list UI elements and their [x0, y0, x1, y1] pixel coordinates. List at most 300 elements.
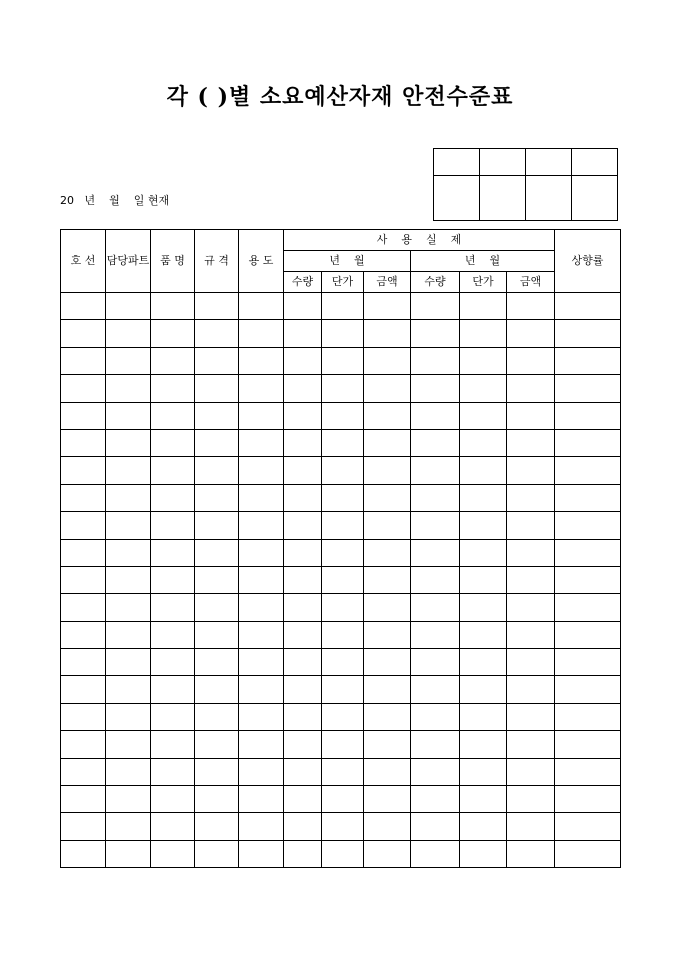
- table-cell[interactable]: [151, 347, 195, 374]
- table-cell[interactable]: [61, 347, 106, 374]
- table-cell[interactable]: [151, 484, 195, 511]
- table-cell[interactable]: [106, 375, 151, 402]
- table-cell[interactable]: [106, 703, 151, 730]
- table-cell[interactable]: [322, 457, 364, 484]
- table-cell[interactable]: [322, 649, 364, 676]
- table-cell[interactable]: [195, 347, 239, 374]
- table-cell[interactable]: [507, 375, 555, 402]
- table-cell[interactable]: [411, 621, 460, 648]
- table-cell[interactable]: [106, 402, 151, 429]
- table-cell[interactable]: [61, 731, 106, 758]
- table-cell[interactable]: [61, 786, 106, 813]
- header-amount: 금액: [364, 272, 411, 293]
- table-cell[interactable]: [61, 703, 106, 730]
- table-cell[interactable]: [322, 676, 364, 703]
- table-cell[interactable]: [460, 429, 507, 456]
- table-row: [61, 429, 621, 456]
- table-cell[interactable]: [284, 703, 322, 730]
- table-row: [61, 621, 621, 648]
- table-cell[interactable]: [507, 676, 555, 703]
- table-cell[interactable]: [507, 293, 555, 320]
- table-cell[interactable]: [411, 676, 460, 703]
- table-cell[interactable]: [364, 649, 411, 676]
- header-unit-price: 단가: [322, 272, 364, 293]
- table-cell[interactable]: [61, 457, 106, 484]
- table-cell[interactable]: [106, 320, 151, 347]
- table-cell[interactable]: [460, 293, 507, 320]
- table-cell[interactable]: [507, 484, 555, 511]
- table-cell[interactable]: [460, 840, 507, 867]
- table-row: [61, 539, 621, 566]
- table-cell[interactable]: [411, 731, 460, 758]
- table-cell[interactable]: [61, 320, 106, 347]
- table-cell[interactable]: [61, 621, 106, 648]
- table-cell[interactable]: [555, 347, 621, 374]
- table-cell[interactable]: [151, 594, 195, 621]
- table-cell[interactable]: [61, 566, 106, 593]
- table-cell[interactable]: [460, 703, 507, 730]
- header-period-2: 년 월: [411, 251, 555, 272]
- table-cell[interactable]: [61, 758, 106, 785]
- table-cell[interactable]: [411, 347, 460, 374]
- table-cell[interactable]: [460, 758, 507, 785]
- table-cell[interactable]: [460, 786, 507, 813]
- table-cell[interactable]: [61, 649, 106, 676]
- table-row: [61, 813, 621, 840]
- table-cell[interactable]: [284, 320, 322, 347]
- table-row: [61, 594, 621, 621]
- table-cell[interactable]: [507, 758, 555, 785]
- table-cell[interactable]: [364, 347, 411, 374]
- table-cell[interactable]: [322, 375, 364, 402]
- table-cell[interactable]: [411, 649, 460, 676]
- table-cell[interactable]: [507, 594, 555, 621]
- table-cell[interactable]: [195, 649, 239, 676]
- table-cell[interactable]: [61, 594, 106, 621]
- table-cell[interactable]: [364, 676, 411, 703]
- table-cell[interactable]: [239, 649, 284, 676]
- table-cell[interactable]: [555, 293, 621, 320]
- table-cell[interactable]: [151, 786, 195, 813]
- approval-cell[interactable]: [480, 149, 526, 176]
- table-cell[interactable]: [364, 457, 411, 484]
- table-cell[interactable]: [61, 293, 106, 320]
- table-row: [61, 676, 621, 703]
- table-cell[interactable]: [507, 429, 555, 456]
- table-cell[interactable]: [322, 758, 364, 785]
- table-row: [61, 566, 621, 593]
- header-usage: 용 도: [239, 230, 284, 293]
- table-cell[interactable]: [195, 375, 239, 402]
- table-cell[interactable]: [106, 649, 151, 676]
- table-cell[interactable]: [555, 840, 621, 867]
- document-title: 각 ( )별 소요예산자재 안전수준표: [166, 84, 514, 110]
- table-cell[interactable]: [364, 703, 411, 730]
- table-cell[interactable]: [239, 320, 284, 347]
- table-cell[interactable]: [507, 539, 555, 566]
- table-cell[interactable]: [151, 621, 195, 648]
- table-cell[interactable]: [106, 484, 151, 511]
- table-cell[interactable]: [555, 320, 621, 347]
- table-cell[interactable]: [106, 594, 151, 621]
- table-cell[interactable]: [411, 320, 460, 347]
- table-cell[interactable]: [151, 758, 195, 785]
- table-cell[interactable]: [555, 649, 621, 676]
- table-cell[interactable]: [106, 813, 151, 840]
- table-cell[interactable]: [151, 539, 195, 566]
- table-row: [61, 649, 621, 676]
- table-cell[interactable]: [322, 402, 364, 429]
- table-cell[interactable]: [284, 293, 322, 320]
- table-cell[interactable]: [322, 429, 364, 456]
- table-cell[interactable]: [106, 512, 151, 539]
- table-row: [61, 347, 621, 374]
- table-cell[interactable]: [507, 402, 555, 429]
- table-cell[interactable]: [61, 484, 106, 511]
- table-cell[interactable]: [322, 484, 364, 511]
- table-cell[interactable]: [555, 731, 621, 758]
- table-cell[interactable]: [195, 813, 239, 840]
- table-cell[interactable]: [106, 539, 151, 566]
- table-cell[interactable]: [364, 731, 411, 758]
- table-row: [61, 293, 621, 320]
- table-cell[interactable]: [106, 621, 151, 648]
- table-cell[interactable]: [364, 621, 411, 648]
- table-cell[interactable]: [284, 429, 322, 456]
- table-cell[interactable]: [322, 731, 364, 758]
- table-cell[interactable]: [195, 786, 239, 813]
- header-quantity: 수량: [411, 272, 460, 293]
- table-cell[interactable]: [460, 484, 507, 511]
- table-cell[interactable]: [507, 786, 555, 813]
- table-cell[interactable]: [460, 594, 507, 621]
- table-cell[interactable]: [106, 786, 151, 813]
- table-cell[interactable]: [411, 293, 460, 320]
- approval-cell[interactable]: [434, 149, 480, 176]
- table-cell[interactable]: [239, 429, 284, 456]
- table-cell[interactable]: [284, 813, 322, 840]
- table-cell[interactable]: [411, 402, 460, 429]
- table-cell[interactable]: [364, 402, 411, 429]
- table-cell[interactable]: [195, 457, 239, 484]
- table-cell[interactable]: [284, 566, 322, 593]
- table-cell[interactable]: [460, 512, 507, 539]
- table-cell[interactable]: [322, 566, 364, 593]
- table-cell[interactable]: [411, 375, 460, 402]
- table-cell[interactable]: [61, 402, 106, 429]
- table-cell[interactable]: [364, 484, 411, 511]
- table-cell[interactable]: [284, 539, 322, 566]
- table-cell[interactable]: [284, 375, 322, 402]
- table-cell[interactable]: [195, 676, 239, 703]
- table-cell[interactable]: [151, 402, 195, 429]
- table-cell[interactable]: [411, 703, 460, 730]
- table-cell[interactable]: [460, 676, 507, 703]
- date-line: 20 년 월 일 현재: [60, 194, 170, 207]
- table-cell[interactable]: [364, 293, 411, 320]
- table-cell[interactable]: [364, 375, 411, 402]
- table-cell[interactable]: [460, 813, 507, 840]
- table-cell[interactable]: [322, 703, 364, 730]
- approval-box: [433, 148, 618, 221]
- header-increase-rate: 상향률: [555, 230, 621, 293]
- header-period-1: 년 월: [284, 251, 411, 272]
- table-cell[interactable]: [555, 402, 621, 429]
- table-cell[interactable]: [151, 731, 195, 758]
- table-cell[interactable]: [364, 429, 411, 456]
- table-cell[interactable]: [239, 293, 284, 320]
- table-cell[interactable]: [61, 512, 106, 539]
- table-cell[interactable]: [555, 484, 621, 511]
- table-cell[interactable]: [411, 539, 460, 566]
- table-cell[interactable]: [507, 320, 555, 347]
- table-cell[interactable]: [106, 676, 151, 703]
- header-item: 품 명: [151, 230, 195, 293]
- table-cell[interactable]: [507, 649, 555, 676]
- table-cell[interactable]: [555, 512, 621, 539]
- table-cell[interactable]: [151, 457, 195, 484]
- table-cell[interactable]: [61, 429, 106, 456]
- table-cell[interactable]: [239, 813, 284, 840]
- table-cell[interactable]: [239, 566, 284, 593]
- approval-sign-cell[interactable]: [526, 176, 572, 221]
- table-cell[interactable]: [106, 731, 151, 758]
- table-cell[interactable]: [322, 512, 364, 539]
- table-cell[interactable]: [151, 512, 195, 539]
- table-cell[interactable]: [460, 375, 507, 402]
- table-cell[interactable]: [195, 429, 239, 456]
- table-cell[interactable]: [322, 347, 364, 374]
- table-cell[interactable]: [239, 512, 284, 539]
- table-cell[interactable]: [106, 758, 151, 785]
- table-cell[interactable]: [322, 621, 364, 648]
- table-cell[interactable]: [555, 621, 621, 648]
- table-cell[interactable]: [507, 840, 555, 867]
- table-cell[interactable]: [460, 320, 507, 347]
- table-cell[interactable]: [284, 512, 322, 539]
- table-cell[interactable]: [239, 676, 284, 703]
- table-cell[interactable]: [364, 566, 411, 593]
- table-cell[interactable]: [555, 676, 621, 703]
- table-cell[interactable]: [284, 621, 322, 648]
- table-cell[interactable]: [195, 293, 239, 320]
- table-cell[interactable]: [411, 594, 460, 621]
- table-cell[interactable]: [284, 676, 322, 703]
- table-cell[interactable]: [239, 731, 284, 758]
- table-cell[interactable]: [322, 594, 364, 621]
- approval-sign-cell[interactable]: [480, 176, 526, 221]
- table-cell[interactable]: [195, 402, 239, 429]
- table-cell[interactable]: [284, 786, 322, 813]
- table-cell[interactable]: [555, 457, 621, 484]
- header-quantity: 수량: [284, 272, 322, 293]
- table-cell[interactable]: [555, 703, 621, 730]
- table-cell[interactable]: [507, 621, 555, 648]
- table-cell[interactable]: [507, 347, 555, 374]
- table-cell[interactable]: [239, 375, 284, 402]
- table-cell[interactable]: [411, 457, 460, 484]
- table-cell[interactable]: [507, 512, 555, 539]
- table-cell[interactable]: [151, 676, 195, 703]
- table-cell[interactable]: [364, 786, 411, 813]
- table-cell[interactable]: [322, 840, 364, 867]
- table-cell[interactable]: [555, 813, 621, 840]
- table-row: [61, 731, 621, 758]
- table-cell[interactable]: [151, 566, 195, 593]
- table-cell[interactable]: [239, 402, 284, 429]
- table-cell[interactable]: [284, 484, 322, 511]
- table-cell[interactable]: [106, 457, 151, 484]
- table-cell[interactable]: [195, 758, 239, 785]
- table-cell[interactable]: [284, 731, 322, 758]
- table-cell[interactable]: [460, 621, 507, 648]
- table-cell[interactable]: [411, 813, 460, 840]
- table-cell[interactable]: [411, 484, 460, 511]
- table-cell[interactable]: [151, 649, 195, 676]
- table-cell[interactable]: [239, 786, 284, 813]
- header-hoseon: 호 선: [61, 230, 106, 293]
- header-spec: 규 격: [195, 230, 239, 293]
- table-cell[interactable]: [555, 375, 621, 402]
- table-cell[interactable]: [460, 731, 507, 758]
- table-cell[interactable]: [322, 813, 364, 840]
- table-cell[interactable]: [284, 457, 322, 484]
- table-cell[interactable]: [322, 539, 364, 566]
- table-row: [61, 457, 621, 484]
- table-cell[interactable]: [151, 429, 195, 456]
- table-cell[interactable]: [195, 621, 239, 648]
- table-cell[interactable]: [364, 539, 411, 566]
- table-row: [61, 786, 621, 813]
- table-cell[interactable]: [61, 539, 106, 566]
- table-cell[interactable]: [284, 594, 322, 621]
- table-cell[interactable]: [364, 320, 411, 347]
- table-cell[interactable]: [460, 539, 507, 566]
- table-cell[interactable]: [239, 594, 284, 621]
- table-cell[interactable]: [239, 840, 284, 867]
- table-cell[interactable]: [239, 758, 284, 785]
- header-unit-price: 단가: [460, 272, 507, 293]
- table-row: [61, 375, 621, 402]
- table-cell[interactable]: [364, 512, 411, 539]
- table-cell[interactable]: [460, 402, 507, 429]
- table-cell[interactable]: [322, 293, 364, 320]
- table-cell[interactable]: [555, 758, 621, 785]
- table-cell[interactable]: [61, 375, 106, 402]
- table-cell[interactable]: [195, 512, 239, 539]
- approval-cell[interactable]: [572, 149, 618, 176]
- table-cell[interactable]: [239, 484, 284, 511]
- table-cell[interactable]: [151, 320, 195, 347]
- table-cell[interactable]: [106, 429, 151, 456]
- table-cell[interactable]: [411, 786, 460, 813]
- approval-sign-cell[interactable]: [572, 176, 618, 221]
- table-cell[interactable]: [460, 566, 507, 593]
- table-cell[interactable]: [284, 347, 322, 374]
- table-cell[interactable]: [460, 457, 507, 484]
- header-part: 담당파트: [106, 230, 151, 293]
- table-cell[interactable]: [284, 649, 322, 676]
- table-cell[interactable]: [106, 566, 151, 593]
- table-row: [61, 402, 621, 429]
- table-cell[interactable]: [555, 594, 621, 621]
- table-cell[interactable]: [411, 840, 460, 867]
- table-cell[interactable]: [555, 786, 621, 813]
- table-cell[interactable]: [239, 539, 284, 566]
- table-cell[interactable]: [195, 320, 239, 347]
- table-cell[interactable]: [507, 731, 555, 758]
- table-cell[interactable]: [61, 676, 106, 703]
- table-cell[interactable]: [195, 731, 239, 758]
- table-cell[interactable]: [507, 566, 555, 593]
- table-cell[interactable]: [61, 813, 106, 840]
- table-cell[interactable]: [460, 347, 507, 374]
- table-cell[interactable]: [364, 813, 411, 840]
- table-cell[interactable]: [322, 320, 364, 347]
- table-cell[interactable]: [151, 703, 195, 730]
- table-row: [61, 512, 621, 539]
- table-cell[interactable]: [507, 703, 555, 730]
- table-cell[interactable]: [106, 293, 151, 320]
- table-cell[interactable]: [411, 429, 460, 456]
- header-amount: 금액: [507, 272, 555, 293]
- table-cell[interactable]: [195, 594, 239, 621]
- table-cell[interactable]: [555, 429, 621, 456]
- table-row: [61, 840, 621, 867]
- table-cell[interactable]: [364, 758, 411, 785]
- table-cell[interactable]: [195, 539, 239, 566]
- table-cell[interactable]: [411, 566, 460, 593]
- approval-cell[interactable]: [526, 149, 572, 176]
- header-actual-usage: 사 용 실 제: [284, 230, 555, 251]
- table-cell[interactable]: [555, 566, 621, 593]
- table-cell[interactable]: [555, 539, 621, 566]
- table-cell[interactable]: [195, 840, 239, 867]
- table-cell[interactable]: [195, 703, 239, 730]
- table-row: [61, 703, 621, 730]
- table-cell[interactable]: [151, 840, 195, 867]
- table-row: [61, 758, 621, 785]
- table-cell[interactable]: [61, 840, 106, 867]
- table-cell[interactable]: [507, 457, 555, 484]
- approval-sign-cell[interactable]: [434, 176, 480, 221]
- table-cell[interactable]: [411, 512, 460, 539]
- table-cell[interactable]: [411, 758, 460, 785]
- table-cell[interactable]: [239, 457, 284, 484]
- table-cell[interactable]: [151, 375, 195, 402]
- table-cell[interactable]: [151, 813, 195, 840]
- table-row: [61, 484, 621, 511]
- table-cell[interactable]: [239, 703, 284, 730]
- table-cell[interactable]: [106, 347, 151, 374]
- table-cell[interactable]: [322, 786, 364, 813]
- table-cell[interactable]: [195, 566, 239, 593]
- table-cell[interactable]: [151, 293, 195, 320]
- table-cell[interactable]: [460, 649, 507, 676]
- table-cell[interactable]: [284, 402, 322, 429]
- table-cell[interactable]: [239, 347, 284, 374]
- budget-table: [60, 229, 621, 868]
- table-cell[interactable]: [507, 813, 555, 840]
- table-row: [61, 320, 621, 347]
- table-cell[interactable]: [364, 594, 411, 621]
- table-cell[interactable]: [364, 840, 411, 867]
- table-cell[interactable]: [239, 621, 284, 648]
- table-cell[interactable]: [195, 484, 239, 511]
- table-cell[interactable]: [106, 840, 151, 867]
- table-cell[interactable]: [284, 758, 322, 785]
- table-cell[interactable]: [284, 840, 322, 867]
